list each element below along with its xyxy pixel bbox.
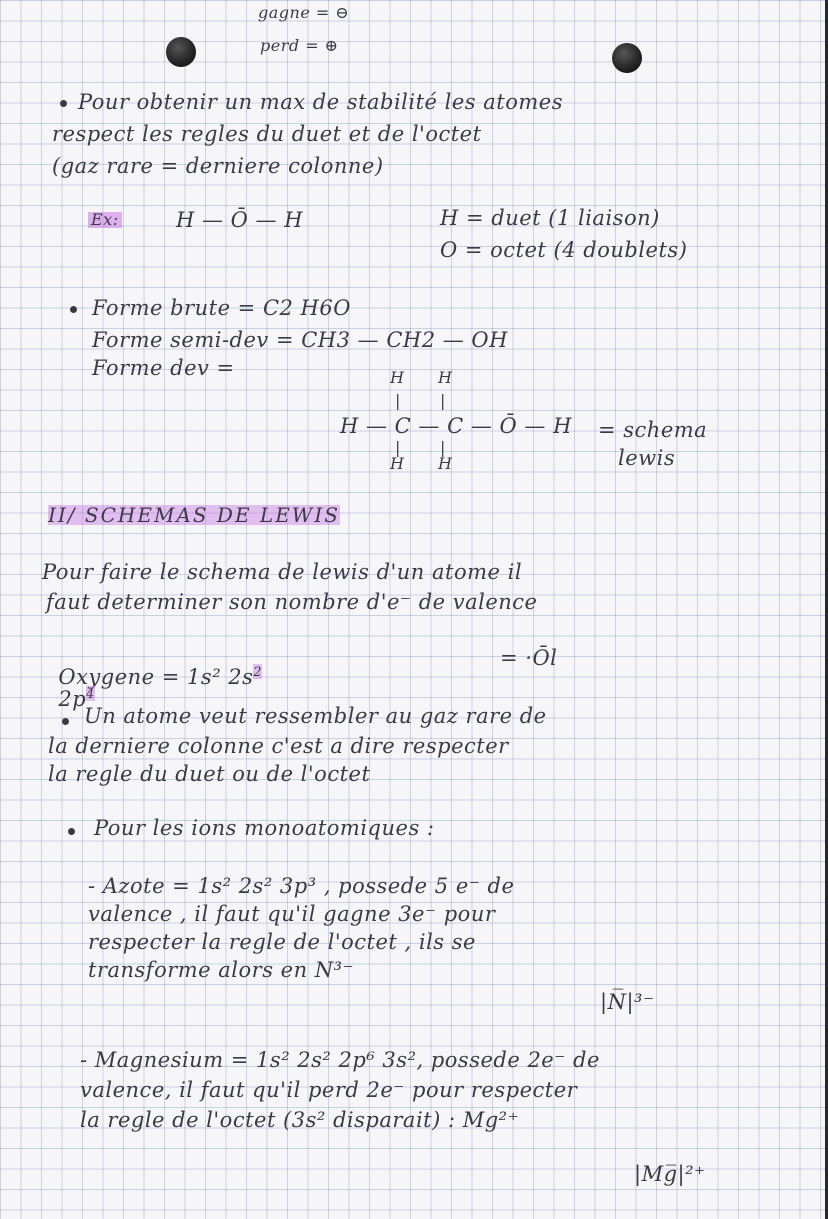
para-line-1: Pour faire le schema de lewis d'un atome il bbox=[42, 560, 523, 584]
lewis-bars-bottom: | | bbox=[395, 438, 446, 457]
example-h-note: H = duet (1 liaison) bbox=[440, 206, 660, 230]
oxygene-s-count: 2 bbox=[253, 664, 262, 679]
azote-line-2: valence , il faut qu'il gagne 3e⁻ pour bbox=[88, 902, 496, 926]
intro-line-1: Pour obtenir un max de stabilité les atomes bbox=[78, 90, 563, 114]
atom-line-1: Un atome veut ressembler au gaz rare de bbox=[84, 704, 547, 728]
example-o-note: O = octet (4 doublets) bbox=[440, 238, 688, 262]
mg-line-1: - Magnesium = 1s² 2s² 2p⁶ 3s², possede 2e⁻ de bbox=[80, 1048, 600, 1072]
azote-line-4: transforme alors en N³⁻ bbox=[88, 958, 355, 982]
oxygene-p-count: 4 bbox=[86, 686, 95, 701]
lewis-bars-top: | | bbox=[395, 391, 446, 410]
perd-note: perd = ⊕ bbox=[260, 36, 339, 55]
lewis-bottom-h: H H bbox=[390, 454, 453, 473]
intro-line-3: (gaz rare = derniere colonne) bbox=[52, 154, 384, 178]
atom-line-3: la regle du duet ou de l'octet bbox=[48, 762, 371, 786]
binder-hole-left bbox=[166, 37, 196, 67]
forme-dev: Forme dev = bbox=[92, 356, 235, 380]
azote-lewis: |N̅|³⁻ bbox=[600, 990, 655, 1014]
oxygene-base: Oxygene = 1s² 2s bbox=[58, 665, 254, 689]
bullet bbox=[62, 718, 69, 725]
schema-note-1: = schema bbox=[598, 418, 708, 442]
bullet bbox=[70, 306, 77, 313]
para-line-2: faut determiner son nombre d'e⁻ de valence bbox=[46, 590, 538, 614]
forme-semi-dev: Forme semi-dev = CH3 — CH2 — OH bbox=[92, 328, 508, 352]
azote-line-3: respecter la regle de l'octet , ils se bbox=[88, 930, 476, 954]
atom-line-2: la derniere colonne c'est a dire respecter bbox=[48, 734, 509, 758]
gagne-note: gagne = ⊖ bbox=[258, 3, 350, 22]
oxygene-p-label: 2p bbox=[58, 687, 87, 711]
forme-brute: Forme brute = C2 H6O bbox=[92, 296, 351, 320]
section-title: II/ SCHEMAS DE LEWIS bbox=[48, 503, 340, 527]
example-label: Ex: bbox=[88, 212, 122, 228]
mg-line-2: valence, il faut qu'il perd 2e⁻ pour respecter bbox=[80, 1078, 578, 1102]
bullet bbox=[68, 828, 75, 835]
bullet bbox=[60, 100, 67, 107]
binder-hole-right bbox=[612, 43, 642, 73]
example-molecule: H — Ō — H bbox=[176, 208, 304, 232]
oxygene-lewis: = ·Ōl bbox=[500, 646, 558, 670]
mg-lewis: |Mg̅|²⁺ bbox=[634, 1162, 706, 1186]
ions-title: Pour les ions monoatomiques : bbox=[94, 816, 435, 840]
oxygene-config bbox=[44, 645, 262, 710]
intro-line-2: respect les regles du duet et de l'octet bbox=[52, 122, 482, 146]
azote-line-1: - Azote = 1s² 2s² 3p³ , possede 5 e⁻ de bbox=[88, 874, 515, 898]
lewis-main-chain: H — C — C — Ō — H bbox=[340, 414, 572, 438]
schema-note-2: lewis bbox=[618, 446, 676, 470]
lewis-top-h: H H bbox=[390, 368, 453, 387]
mg-line-3: la regle de l'octet (3s² disparait) : Mg²⁺ bbox=[80, 1108, 520, 1132]
